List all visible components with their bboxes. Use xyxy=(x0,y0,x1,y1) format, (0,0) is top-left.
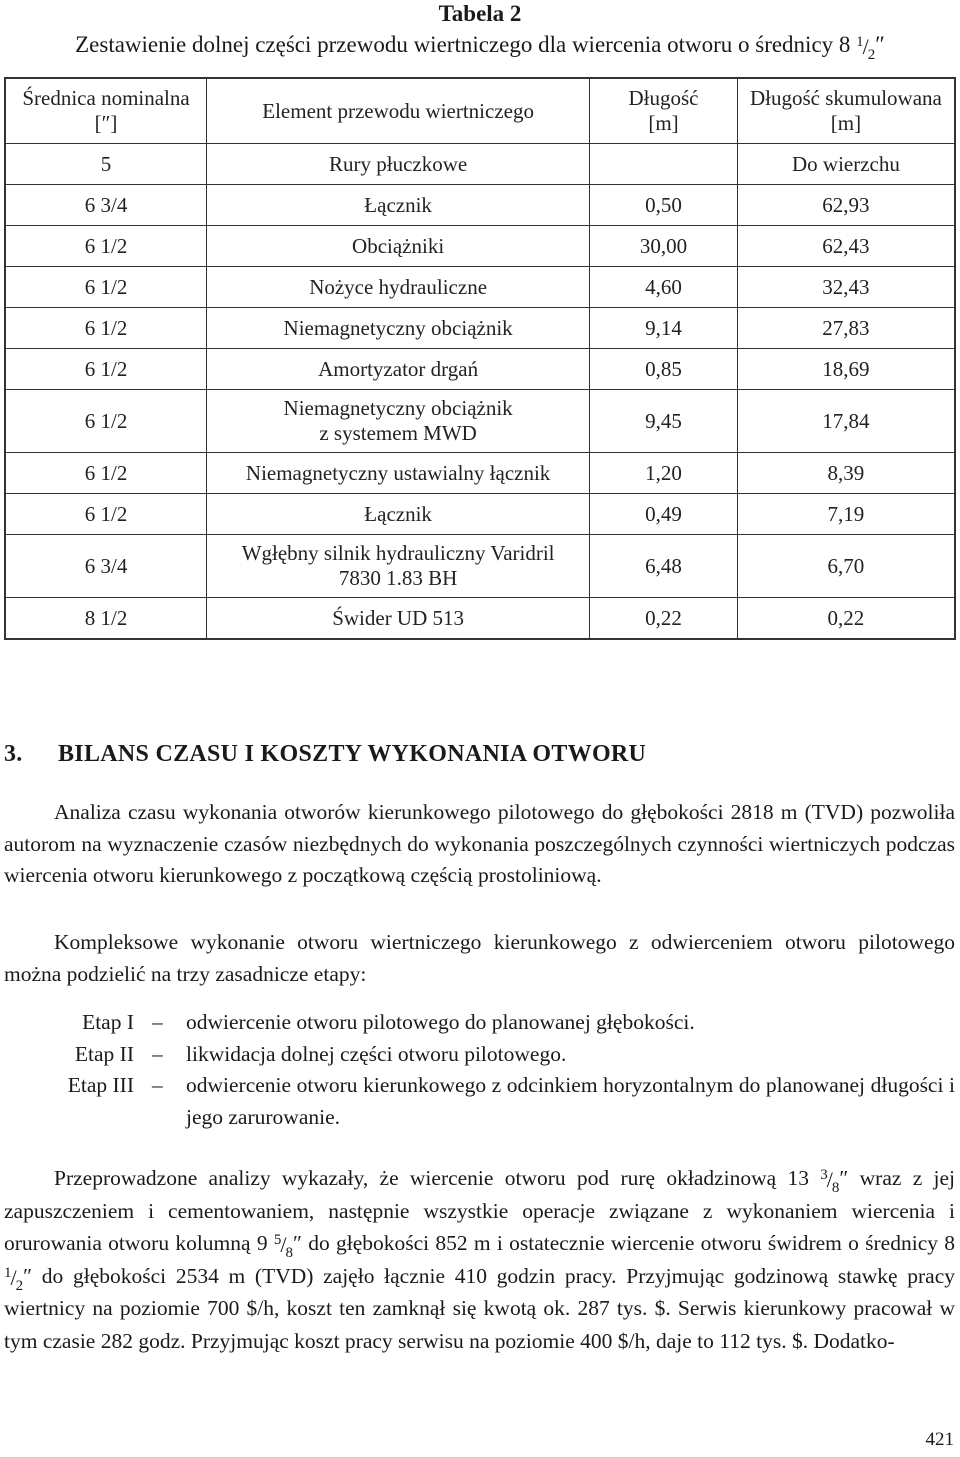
section-heading: 3. BILANS CZASU I KOSZTY WYKONANIA OTWORU xyxy=(4,741,647,767)
page-number: 421 xyxy=(925,1429,954,1450)
cell-diameter: 6 1/2 xyxy=(5,453,207,494)
paragraph-2: Kompleksowe wykonanie otworu wiertniczego kierunkowego z odwierceniem otworu pilotowego można podzielić na trzy zasadnicze etapy: xyxy=(4,930,955,986)
cell-length: 6,48 xyxy=(590,535,738,598)
cell-length: 0,85 xyxy=(590,349,738,390)
header-cumulative: Długość skumulowana [m] xyxy=(737,78,955,144)
cell-length xyxy=(590,144,738,185)
cell-cumulative: 18,69 xyxy=(737,349,955,390)
table-row xyxy=(5,349,955,390)
table-header-row xyxy=(5,78,955,144)
paragraph-1: Analiza czasu wykonania otworów kierunkowego pilotowego do głębokości 2818 m (TVD) pozwoliła autorom na wyznaczenie czasów niezbędnych do wykonania poszczególnych czynności wiertniczych podczas wiercenia otworu kierunkowego z początkową częścią prostoliniową. xyxy=(4,800,955,887)
table-row xyxy=(5,226,955,267)
cell-cumulative: 6,70 xyxy=(737,535,955,598)
cell-length: 1,20 xyxy=(590,453,738,494)
cell-diameter: 6 1/2 xyxy=(5,349,207,390)
cell-element: Niemagnetyczny ustawialny łącznik xyxy=(207,453,590,494)
cell-cumulative: 62,43 xyxy=(737,226,955,267)
table-caption: Zestawienie dolnej części przewodu wiertniczego dla wiercenia otworu o średnicy 8 1/2″ xyxy=(75,32,885,63)
table-row xyxy=(5,390,955,453)
cell-diameter: 6 1/2 xyxy=(5,390,207,453)
stage-item: Etap I – odwiercenie otworu pilotowego do planowanej głębokości. xyxy=(82,1010,695,1034)
cell-element: Obciążniki xyxy=(207,226,590,267)
stage-item: Etap II – likwidacja dolnej części otworu pilotowego. xyxy=(74,1041,567,1066)
cell-length: 0,49 xyxy=(590,494,738,535)
table-row xyxy=(5,267,955,308)
cell-cumulative: 7,19 xyxy=(737,494,955,535)
cell-element: Łącznik xyxy=(207,185,590,226)
cell-diameter: 6 1/2 xyxy=(5,494,207,535)
cell-cumulative: 0,22 xyxy=(737,598,955,640)
cell-cumulative: 8,39 xyxy=(737,453,955,494)
cell-element: Łącznik xyxy=(207,494,590,535)
header-diameter: Średnica nominalna [″] xyxy=(5,78,207,144)
table-label: Tabela 2 xyxy=(438,1,522,26)
cell-element: Amortyzator drgań xyxy=(207,349,590,390)
table-row xyxy=(5,144,955,185)
cell-length: 4,60 xyxy=(590,267,738,308)
fraction-column: 5/8 xyxy=(273,1232,293,1262)
cell-diameter: 8 1/2 xyxy=(5,598,207,640)
table-caption-text: Zestawienie dolnej części przewodu wiertniczego dla wiercenia otworu o średnicy 8 xyxy=(75,32,851,57)
cell-diameter: 5 xyxy=(5,144,207,185)
header-element: Element przewodu wiertniczego xyxy=(207,78,590,144)
table-row xyxy=(5,308,955,349)
cell-element: Świder UD 513 xyxy=(207,598,590,640)
cell-element: Rury płuczkowe xyxy=(207,144,590,185)
fraction-casing: 3/8 xyxy=(820,1167,840,1197)
cell-diameter: 6 3/4 xyxy=(5,185,207,226)
stage-list xyxy=(0,1007,960,1133)
cell-cumulative: Do wierzchu xyxy=(737,144,955,185)
cell-length: 9,14 xyxy=(590,308,738,349)
cell-element: Niemagnetyczny obciążnik z systemem MWD xyxy=(207,390,590,453)
fraction-bit: 1/2 xyxy=(4,1264,24,1294)
cell-element: Wgłębny silnik hydrauliczny Varidril 7830 1.83 BH xyxy=(207,535,590,598)
header-length: Długość [m] xyxy=(590,78,738,144)
cell-length: 30,00 xyxy=(590,226,738,267)
cell-cumulative: 17,84 xyxy=(737,390,955,453)
caption-fraction: 1/2 xyxy=(856,33,876,63)
cell-length: 9,45 xyxy=(590,390,738,453)
stage-item: Etap III – odwiercenie otworu kierunkowego z odcinkiem horyzontalnym do planowanej długości i jego zarurowanie. xyxy=(67,1073,955,1129)
cell-cumulative: 62,93 xyxy=(737,185,955,226)
table-row xyxy=(5,494,955,535)
drill-string-table xyxy=(4,77,956,640)
table-row xyxy=(5,535,955,598)
paragraph-3: Przeprowadzone analizy wykazały, że wiercenie otworu pod rurę okładzinową 13 3/8″ wraz z jej zapuszczeniem i cementowaniem, następnie wszystkie operacje związane z wykonaniem wiercenia i orurowania otworu kolumną 9 5/8″ do głębokości 852 m i ostatecznie wiercenie otworu świdrem o średnicy 8 1/2″ do głębokości 2534 m (TVD) zajęło łącznie 410 godzin pracy. Przyjmując godzinową stawkę pracy wiertnicy na poziomie 700 $/h, koszt ten zamknął się kwotą ok. 287 tys. $. Serwis kierunkowy pracował w tym czasie 282 godz. Przyjmując koszt pracy serwisu na poziomie 400 $/h, daje to 112 tys. $. Dodatko- xyxy=(4,1166,956,1353)
cell-length: 0,22 xyxy=(590,598,738,640)
cell-cumulative: 27,83 xyxy=(737,308,955,349)
table-row xyxy=(5,185,955,226)
cell-element: Nożyce hydrauliczne xyxy=(207,267,590,308)
cell-diameter: 6 1/2 xyxy=(5,308,207,349)
table-row xyxy=(5,453,955,494)
cell-length: 0,50 xyxy=(590,185,738,226)
cell-cumulative: 32,43 xyxy=(737,267,955,308)
cell-element: Niemagnetyczny obciążnik xyxy=(207,308,590,349)
cell-diameter: 6 1/2 xyxy=(5,267,207,308)
table-row xyxy=(5,598,955,640)
cell-diameter: 6 3/4 xyxy=(5,535,207,598)
cell-diameter: 6 1/2 xyxy=(5,226,207,267)
